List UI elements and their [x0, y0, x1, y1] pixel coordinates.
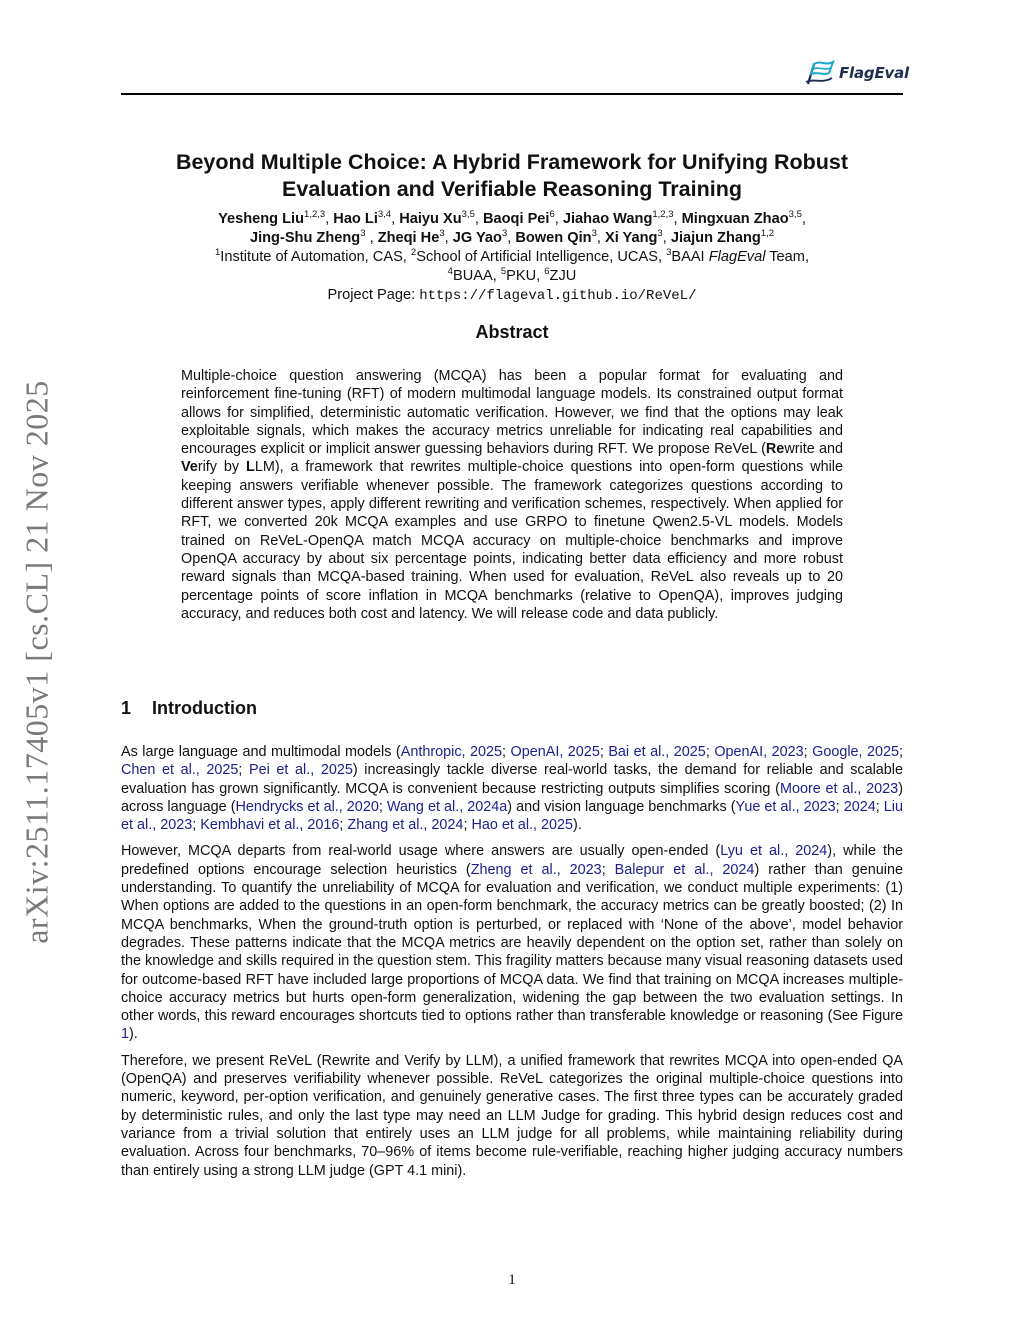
project-page-label: Project Page: — [327, 287, 416, 303]
abstract-bold: L — [246, 459, 255, 476]
author-aff: 3 — [360, 228, 366, 239]
citation-link[interactable]: Anthropic, 2025 — [400, 744, 503, 760]
author-aff: 1,2,3 — [652, 209, 674, 220]
author-aff: 3,4 — [377, 209, 392, 220]
page-number: 1 — [508, 1272, 516, 1288]
author-aff: 6 — [549, 209, 555, 220]
affiliation: PKU, — [506, 268, 541, 284]
affiliation: Institute of Automation, CAS, — [220, 249, 407, 265]
citation-link[interactable]: Moore et al., 2023 — [779, 780, 899, 797]
citation-link[interactable]: Wang et al., 2024a — [386, 798, 508, 815]
affiliation: Team, — [769, 249, 810, 265]
abstract-part: Multiple-choice question answering (MCQA) has been a popular format for evaluating and reinforcement fine-tuning (RFT) of modern multimodal language models. Its constrained output format allows for simplified, deterministic automatic verification. However, we find that the options may leak exploitable signals, which makes the accuracy metrics unreliable for indicating real capabilities and encourages explicit or implicit answer guessing behaviors during RFT. We propose ReVeL ( — [181, 368, 843, 458]
author-aff: 3 — [657, 228, 663, 239]
text: ) increasingly tackle diverse real-world tasks, the demand for reliable and scalable evaluation has grown significantly. MCQA is convenient because restricting outputs simplifies scoring ( — [121, 762, 904, 797]
header-rule — [121, 93, 903, 95]
text: ) across language ( — [121, 780, 903, 815]
flag-eval-logo-icon — [804, 58, 836, 88]
abstract-part: ), a framework that rewrites multiple-choice questions into open-form questions while keeping answers verifiable whenever possible. The framework categorizes questions according to different answer types, apply different rewriting and verification schemes, respectively. When applied for RFT, we converted 20k MCQA examples and use GRPO to finetune Qwen2.5-VL models. Models trained on ReVeL-OpenQA match MCQA accuracy on multiple-choice benchmarks and improve OpenQA accuracy by about six percentage points, indicating better data efficiency and more robust reward signals than MCQA-based training. When used for evaluation, ReVeL also reveals up to 20 percentage points of score inflation in MCQA benchmarks (relative to OpenQA), improves judging accuracy, and reduces both cost and latency. We will release code and data publicly. — [181, 459, 843, 622]
abstract-bold: Re — [765, 441, 785, 458]
affiliation: School of Artificial Intelligence, UCAS, — [416, 249, 662, 265]
citation-link[interactable]: Hao et al., 2025 — [471, 817, 574, 834]
author-aff: 3 — [501, 228, 508, 239]
citation-link[interactable]: OpenAI, 2023 — [714, 744, 804, 760]
title-line-1: Beyond Multiple Choice: A Hybrid Framework for Unifying Robust — [175, 150, 849, 174]
citation-link[interactable]: Kembhavi et al., 2016 — [200, 817, 340, 834]
abstract-part: write and — [784, 441, 843, 458]
citation-link[interactable]: Yue et al., 2023 — [735, 798, 836, 815]
author-name: Jing-Shu Zheng — [249, 230, 361, 246]
arxiv-sidebar — [14, 362, 60, 962]
author-name: Bowen Qin — [515, 230, 592, 246]
text: ) rather than genuine understanding. To quantify the unreliability of MCQA for evaluation and verification, we conduct multiple experiments: (1) When options are added to the questions in an open-form benchmark, the accuracy metrics can be greatly boosted; (2) In MCQA benchmarks, When the ground-truth option is perturbed, or replaced with ‘None of the above’, model behavior degrades. These patterns indicate that the MCQA metrics are heavily dependent on the option set, rather than solely on the knowledge and skills required in the question stem. This fragility matters because many visual reasoning datasets used for outcome-based RFT have included large proportions of MCQA data. We find that training on MCQA increases multiple-choice accuracy metrics but hurts open-form generalization, widening the gap between the two evaluation settings. In other words, this reward encourages shortcuts tied to options rather than transferable knowledge or reasoning (See Figure — [121, 861, 903, 1025]
author-name: Baoqi Pei — [482, 211, 550, 227]
text: However, MCQA departs from real-world usage where answers are usually open-ended ( — [121, 843, 721, 860]
section-number: 1 — [121, 698, 132, 718]
project-page-line — [121, 286, 903, 306]
author-name: Jiahao Wang — [562, 211, 653, 227]
citation-link[interactable]: Zhang et al., 2024 — [347, 817, 464, 834]
citation-link[interactable]: Bai et al., 2025 — [608, 744, 706, 760]
author-name: Jiajun Zhang — [670, 230, 761, 246]
text: ) and vision language benchmarks ( — [507, 798, 736, 815]
author-aff: 1,2 — [760, 228, 775, 239]
author-name: JG Yao — [452, 230, 502, 246]
text: ). — [129, 1026, 138, 1043]
affiliation-line-2: $^4$BUAA, $^5$PKU, $^6$ZJU — [447, 266, 577, 284]
paragraph: Therefore, we present ReVeL (Rewrite and Verify by LLM), a unified framework that rewrites MCQA into open-ended QA (OpenQA) and preserves verifiability whenever possible. ReVeL categorizes the original multiple-choice questions into numeric, keyword, per-option verification, and genuinely generative cases. The first three types can be accurately graded by deterministic rules, and only the last type may need an LLM Judge for grading. This hybrid design reduces cost and variance from a trivial solution that entirely uses an LLM judge for all problems, while maintaining reliability during evaluation. Across four benchmarks, 70–96% of items become rule-verifiable, reaching higher judging accuracy numbers than entirely using a strong LLM judge (GPT 4.1 mini). — [121, 1052, 903, 1179]
citation-link[interactable]: Hendrycks et al., 2020 — [235, 798, 379, 815]
project-page-link[interactable]: https://flageval.github.io/ReVeL/ — [419, 288, 697, 304]
figure-link[interactable]: 1 — [121, 1026, 130, 1043]
author-block — [121, 210, 903, 306]
citation-link[interactable]: OpenAI, 2025 — [510, 744, 600, 760]
text: ). — [573, 817, 582, 834]
author-name: Haiyu Xu — [399, 211, 462, 227]
citation-link[interactable]: Pei et al., 2025 — [249, 762, 353, 779]
author-name: Mingxuan Zhao — [681, 211, 789, 227]
citation-link[interactable]: Liu et al., 2023 — [121, 798, 903, 834]
affiliation: ZJU — [549, 268, 577, 284]
author-name: Xi Yang — [604, 230, 658, 246]
affiliation-line-1: $^1$Institute of Automation, CAS, $^2$School of Artificial Intelligence, UCAS, $^3$BAAI FlagEval Team, — [214, 247, 810, 265]
affiliation: BAAI — [671, 249, 705, 265]
paper-title — [121, 149, 903, 203]
text: ), while the predefined options encourage selection heuristics ( — [121, 843, 904, 878]
citation-link[interactable]: Balepur et al., 2024 — [614, 861, 755, 878]
text: As large language and multimodal models ( — [121, 744, 401, 760]
abstract-bold: Ve — [181, 459, 198, 476]
abstract-part: rify by — [197, 459, 247, 476]
citation-link[interactable]: Zheng et al., 2023 — [470, 861, 602, 878]
author-name: Yesheng Liu — [218, 211, 305, 227]
author-aff: 3 — [591, 228, 597, 239]
author-name: Hao Li — [333, 211, 378, 227]
author-name: Zheqi He — [377, 230, 440, 246]
citation-link[interactable]: 2024 — [843, 798, 876, 815]
section-title: Introduction — [152, 698, 257, 718]
citation-link[interactable]: Google, 2025 — [812, 744, 900, 760]
affiliation-emph: FlagEval — [708, 249, 766, 265]
abstract-part: LM — [254, 459, 275, 476]
flageval-logo — [804, 56, 909, 90]
author-line-2: Jing-Shu Zheng$^3$ , Zheqi He$^3$, JG Yao$^3$, Bowen Qin$^3$, Xi Yang$^3$, Jiajun Zhang$^{1,2}$ — [249, 228, 775, 246]
author-line-1: Yesheng Liu$^{1,2,3}$, Hao Li$^{3,4}$, Haiyu Xu$^{3,5}$, Baoqi Pei$^6$, Jiahao Wang$^{1,2,3}$, Mingxuan Zhao$^{3,5}$, — [218, 209, 806, 227]
author-aff: 3 — [439, 228, 445, 239]
abstract-heading: Abstract — [475, 322, 549, 342]
affiliation: BUAA, — [452, 268, 497, 284]
section-heading — [121, 698, 257, 719]
intro-body — [121, 743, 903, 1188]
citation-link[interactable]: Lyu et al., 2024 — [720, 843, 828, 860]
logo-text: FlagEval — [839, 64, 909, 82]
arxiv-id: arXiv:2511.17405v1 [cs.CL] 21 Nov 2025 — [18, 380, 55, 944]
author-aff: 1,2,3 — [304, 209, 326, 220]
citation-link[interactable]: Chen et al., 2025 — [121, 762, 239, 779]
author-aff: 3,5 — [788, 209, 802, 220]
author-aff: 3,5 — [461, 209, 475, 220]
paragraph: As large language and multimodal models (Anthropic, 2025; OpenAI, 2025; Bai et al., 2025; OpenAI, 2023; Google, 2025; Chen et al., 2025; Pei et al., 2025) increasingly tackle diverse real-world tasks, the demand for reliable and scalable evaluation has grown significantly. MCQA is convenient because restricting outputs simplifies scoring (Moore et al., 2023) across language (Hendrycks et al., 2020; Wang et al., 2024a) and vision language benchmarks (Yue et al., 2023; 2024; Liu et al., 2023; Kembhavi et al., 2016; Zhang et al., 2024; Hao et al., 2025). — [121, 744, 904, 834]
paragraph: However, MCQA departs from real-world usage where answers are usually open-ended (Lyu et al., 2024), while the predefined options encourage selection heuristics (Zheng et al., 2023; Balepur et al., 2024) rather than genuine understanding. To quantify the unreliability of MCQA for evaluation and verification, we conduct multiple experiments: (1) When options are added to the questions in an open-form benchmark, the accuracy metrics can be greatly boosted; (2) In MCQA benchmarks, When the ground-truth option is perturbed, or replaced with ‘None of the above’, model behavior degrades. These patterns indicate that the MCQA metrics are heavily dependent on the option set, rather than solely on the knowledge and skills required in the question stem. This fragility matters because many visual reasoning datasets used for outcome-based RFT have included large proportions of MCQA data. We find that training on MCQA increases multiple-choice accuracy metrics but hurts open-form generalization, widening the gap between the two evaluation settings. In other words, this reward encourages shortcuts tied to options rather than transferable knowledge or reasoning (See Figure 1). — [121, 843, 904, 1043]
abstract-text — [181, 367, 843, 623]
title-line-2: Evaluation and Verifiable Reasoning Training — [282, 177, 742, 201]
